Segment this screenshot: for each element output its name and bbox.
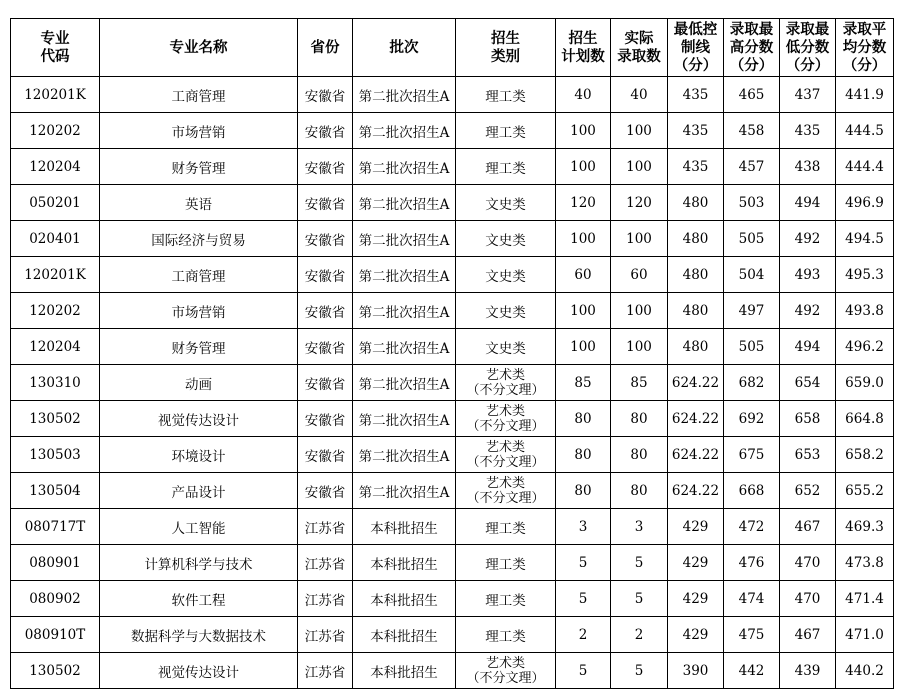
cell-major-name: 动画 [100, 365, 298, 401]
header-province [298, 19, 353, 77]
cell-batch: 第二批次招生A [353, 329, 456, 365]
header-text-line: 低分数 [785, 39, 830, 56]
header-text-line: 批次 [389, 39, 419, 56]
cell-max-score: 465 [724, 77, 780, 113]
cell-avg-score: 496.2 [836, 329, 894, 365]
cell-major-name: 软件工程 [100, 581, 298, 617]
cell-min-score: 493 [780, 257, 836, 293]
cell-major-name: 计算机科学与技术 [100, 545, 298, 581]
header-text-line: 录取平 [842, 21, 887, 38]
cell-batch: 本科批招生 [353, 617, 456, 653]
header-min-score [780, 19, 836, 77]
cell-batch: 本科批招生 [353, 509, 456, 545]
cell-max-score: 505 [724, 221, 780, 257]
cell-category [456, 221, 556, 257]
cell-batch: 本科批招生 [353, 581, 456, 617]
cell-min-score: 439 [780, 653, 836, 689]
cell-batch: 本科批招生 [353, 545, 456, 581]
header-category [456, 19, 556, 77]
cell-min-control-line: 480 [668, 329, 724, 365]
cell-major-code: 120201K [11, 257, 100, 293]
cell-max-score: 668 [724, 473, 780, 509]
header-text-line: 实际 [624, 30, 654, 47]
header-text-line: （分） [729, 57, 774, 74]
cell-batch: 第二批次招生A [353, 113, 456, 149]
admission-scores-table [10, 18, 894, 689]
cell-min-control-line: 435 [668, 77, 724, 113]
cell-province: 安徽省 [298, 437, 353, 473]
cell-avg-score: 440.2 [836, 653, 894, 689]
cell-major-name: 市场营销 [100, 113, 298, 149]
cell-min-control-line: 480 [668, 221, 724, 257]
cell-province: 安徽省 [298, 365, 353, 401]
cell-max-score: 442 [724, 653, 780, 689]
cell-plan-count: 100 [556, 149, 611, 185]
cell-avg-score: 494.5 [836, 221, 894, 257]
header-major-name [100, 19, 298, 77]
cell-category [456, 257, 556, 293]
cell-category [456, 437, 556, 473]
cell-major-code: 130504 [11, 473, 100, 509]
cell-major-name: 国际经济与贸易 [100, 221, 298, 257]
cell-text-line: 理工类 [485, 160, 526, 177]
header-text-line: （分） [842, 57, 887, 74]
cell-major-code: 080901 [11, 545, 100, 581]
cell-category [456, 545, 556, 581]
cell-text-line: （不分文理） [466, 490, 545, 506]
cell-major-name: 数据科学与大数据技术 [100, 617, 298, 653]
cell-major-name: 视觉传达设计 [100, 401, 298, 437]
cell-text-line: 理工类 [485, 124, 526, 141]
header-text-line: 招生 [568, 30, 598, 47]
table-row [11, 329, 894, 365]
cell-min-score: 437 [780, 77, 836, 113]
table-row [11, 149, 894, 185]
table-row [11, 77, 894, 113]
cell-text-line: 理工类 [485, 88, 526, 105]
cell-major-code: 050201 [11, 185, 100, 221]
cell-avg-score: 444.4 [836, 149, 894, 185]
cell-province: 江苏省 [298, 545, 353, 581]
cell-text-line: （不分文理） [466, 670, 545, 686]
cell-province: 江苏省 [298, 617, 353, 653]
cell-province: 江苏省 [298, 581, 353, 617]
cell-min-control-line: 429 [668, 509, 724, 545]
cell-min-score: 494 [780, 329, 836, 365]
cell-category [456, 293, 556, 329]
cell-category [456, 401, 556, 437]
cell-category [456, 77, 556, 113]
cell-major-code: 120202 [11, 293, 100, 329]
cell-min-control-line: 429 [668, 545, 724, 581]
cell-admitted-count: 40 [611, 77, 668, 113]
cell-province: 安徽省 [298, 401, 353, 437]
cell-batch: 本科批招生 [353, 653, 456, 689]
cell-admitted-count: 100 [611, 293, 668, 329]
header-text-line: 招生 [491, 30, 520, 47]
cell-admitted-count: 100 [611, 221, 668, 257]
cell-max-score: 505 [724, 329, 780, 365]
cell-major-name: 环境设计 [100, 437, 298, 473]
cell-text-line: （不分文理） [466, 454, 545, 470]
cell-min-score: 467 [780, 617, 836, 653]
cell-max-score: 476 [724, 545, 780, 581]
cell-admitted-count: 100 [611, 329, 668, 365]
header-text-line: 计划数 [561, 48, 605, 65]
cell-admitted-count: 80 [611, 437, 668, 473]
cell-major-code: 080902 [11, 581, 100, 617]
cell-plan-count: 40 [556, 77, 611, 113]
cell-admitted-count: 120 [611, 185, 668, 221]
header-batch [353, 19, 456, 77]
cell-min-control-line: 390 [668, 653, 724, 689]
cell-avg-score: 664.8 [836, 401, 894, 437]
cell-text-line: 艺术类 [485, 439, 525, 455]
cell-admitted-count: 80 [611, 401, 668, 437]
cell-min-score: 653 [780, 437, 836, 473]
cell-min-score: 494 [780, 185, 836, 221]
cell-max-score: 503 [724, 185, 780, 221]
cell-min-control-line: 624.22 [668, 401, 724, 437]
cell-avg-score: 473.8 [836, 545, 894, 581]
cell-min-control-line: 480 [668, 185, 724, 221]
cell-min-score: 470 [780, 581, 836, 617]
cell-avg-score: 469.3 [836, 509, 894, 545]
cell-admitted-count: 5 [611, 653, 668, 689]
cell-major-name: 工商管理 [100, 77, 298, 113]
cell-plan-count: 80 [556, 437, 611, 473]
cell-max-score: 504 [724, 257, 780, 293]
cell-province: 安徽省 [298, 77, 353, 113]
cell-min-score: 467 [780, 509, 836, 545]
cell-text-line: 文史类 [485, 268, 526, 285]
cell-plan-count: 100 [556, 293, 611, 329]
cell-max-score: 472 [724, 509, 780, 545]
cell-province: 江苏省 [298, 653, 353, 689]
table-header-row [11, 19, 894, 77]
cell-text-line: 文史类 [485, 340, 526, 357]
cell-category [456, 113, 556, 149]
cell-province: 安徽省 [298, 329, 353, 365]
table-row [11, 185, 894, 221]
header-text-line: 类别 [491, 48, 520, 65]
cell-major-name: 工商管理 [100, 257, 298, 293]
cell-text-line: 艺术类 [485, 655, 525, 671]
cell-text-line: 艺术类 [485, 475, 525, 491]
cell-major-code: 130502 [11, 653, 100, 689]
cell-avg-score: 655.2 [836, 473, 894, 509]
cell-plan-count: 80 [556, 473, 611, 509]
header-text-line: 制线 [681, 39, 710, 56]
cell-max-score: 692 [724, 401, 780, 437]
header-plan-count [556, 19, 611, 77]
cell-major-name: 视觉传达设计 [100, 653, 298, 689]
cell-batch: 第二批次招生A [353, 221, 456, 257]
cell-category [456, 329, 556, 365]
cell-province: 安徽省 [298, 221, 353, 257]
cell-avg-score: 471.4 [836, 581, 894, 617]
cell-min-score: 492 [780, 221, 836, 257]
table-row [11, 581, 894, 617]
cell-admitted-count: 85 [611, 365, 668, 401]
cell-text-line: 理工类 [485, 592, 526, 609]
cell-major-code: 120204 [11, 149, 100, 185]
cell-major-code: 080717T [11, 509, 100, 545]
cell-admitted-count: 60 [611, 257, 668, 293]
cell-min-score: 658 [780, 401, 836, 437]
cell-major-code: 130502 [11, 401, 100, 437]
cell-plan-count: 5 [556, 581, 611, 617]
cell-plan-count: 60 [556, 257, 611, 293]
cell-min-score: 435 [780, 113, 836, 149]
header-text-line: 省份 [310, 39, 340, 56]
cell-avg-score: 471.0 [836, 617, 894, 653]
cell-category [456, 365, 556, 401]
table-row [11, 437, 894, 473]
cell-plan-count: 5 [556, 545, 611, 581]
cell-major-name: 市场营销 [100, 293, 298, 329]
cell-min-control-line: 429 [668, 581, 724, 617]
cell-batch: 第二批次招生A [353, 437, 456, 473]
cell-min-score: 652 [780, 473, 836, 509]
cell-text-line: 艺术类 [485, 367, 525, 383]
cell-category [456, 185, 556, 221]
cell-plan-count: 3 [556, 509, 611, 545]
cell-major-code: 080910T [11, 617, 100, 653]
header-min-control-line [668, 19, 724, 77]
cell-max-score: 457 [724, 149, 780, 185]
cell-min-score: 438 [780, 149, 836, 185]
cell-category [456, 653, 556, 689]
cell-max-score: 474 [724, 581, 780, 617]
cell-avg-score: 493.8 [836, 293, 894, 329]
table-row [11, 617, 894, 653]
cell-min-control-line: 624.22 [668, 437, 724, 473]
cell-avg-score: 441.9 [836, 77, 894, 113]
cell-batch: 第二批次招生A [353, 293, 456, 329]
cell-min-control-line: 429 [668, 617, 724, 653]
cell-batch: 第二批次招生A [353, 77, 456, 113]
cell-text-line: 文史类 [485, 232, 526, 249]
cell-batch: 第二批次招生A [353, 257, 456, 293]
cell-major-name: 人工智能 [100, 509, 298, 545]
cell-avg-score: 496.9 [836, 185, 894, 221]
table-row [11, 653, 894, 689]
header-text-line: 专业名称 [169, 39, 228, 56]
cell-text-line: （不分文理） [466, 418, 545, 434]
cell-min-control-line: 435 [668, 149, 724, 185]
cell-province: 安徽省 [298, 113, 353, 149]
table-row [11, 509, 894, 545]
cell-batch: 第二批次招生A [353, 401, 456, 437]
header-text-line: 最低控 [673, 21, 718, 38]
cell-admitted-count: 100 [611, 113, 668, 149]
cell-province: 江苏省 [298, 509, 353, 545]
cell-text-line: 艺术类 [485, 403, 525, 419]
cell-min-control-line: 624.22 [668, 473, 724, 509]
cell-min-score: 654 [780, 365, 836, 401]
cell-min-control-line: 480 [668, 257, 724, 293]
cell-avg-score: 659.0 [836, 365, 894, 401]
header-text-line: 专业 [40, 30, 70, 47]
cell-major-code: 020401 [11, 221, 100, 257]
cell-batch: 第二批次招生A [353, 149, 456, 185]
cell-category [456, 149, 556, 185]
table-row [11, 257, 894, 293]
cell-admitted-count: 100 [611, 149, 668, 185]
header-max-score [724, 19, 780, 77]
header-text-line: 高分数 [729, 39, 774, 56]
cell-admitted-count: 80 [611, 473, 668, 509]
cell-admitted-count: 5 [611, 545, 668, 581]
cell-province: 安徽省 [298, 149, 353, 185]
header-text-line: （分） [673, 57, 718, 74]
cell-max-score: 458 [724, 113, 780, 149]
header-text-line: 录取数 [617, 48, 661, 65]
cell-avg-score: 495.3 [836, 257, 894, 293]
table-row [11, 545, 894, 581]
cell-major-code: 130310 [11, 365, 100, 401]
cell-category [456, 581, 556, 617]
cell-admitted-count: 5 [611, 581, 668, 617]
table-row [11, 293, 894, 329]
cell-category [456, 509, 556, 545]
cell-admitted-count: 2 [611, 617, 668, 653]
cell-province: 安徽省 [298, 473, 353, 509]
cell-min-control-line: 435 [668, 113, 724, 149]
cell-major-name: 产品设计 [100, 473, 298, 509]
cell-text-line: 文史类 [485, 196, 526, 213]
table-row [11, 365, 894, 401]
header-admitted-count [611, 19, 668, 77]
table-row [11, 473, 894, 509]
cell-plan-count: 80 [556, 401, 611, 437]
cell-plan-count: 85 [556, 365, 611, 401]
header-text-line: 代码 [40, 48, 70, 65]
header-major-code [11, 19, 100, 77]
cell-max-score: 675 [724, 437, 780, 473]
cell-major-name: 英语 [100, 185, 298, 221]
cell-min-control-line: 480 [668, 293, 724, 329]
cell-max-score: 475 [724, 617, 780, 653]
cell-text-line: 文史类 [485, 304, 526, 321]
header-text-line: 均分数 [842, 39, 887, 56]
cell-min-score: 492 [780, 293, 836, 329]
header-text-line: （分） [785, 57, 830, 74]
cell-major-name: 财务管理 [100, 329, 298, 365]
cell-min-score: 470 [780, 545, 836, 581]
cell-category [456, 473, 556, 509]
cell-major-code: 120202 [11, 113, 100, 149]
cell-min-control-line: 624.22 [668, 365, 724, 401]
table-body [11, 77, 894, 689]
cell-admitted-count: 3 [611, 509, 668, 545]
cell-text-line: 理工类 [485, 556, 526, 573]
header-text-line: 录取最 [729, 21, 774, 38]
cell-plan-count: 120 [556, 185, 611, 221]
cell-avg-score: 444.5 [836, 113, 894, 149]
cell-category [456, 617, 556, 653]
table-row [11, 401, 894, 437]
cell-major-code: 120204 [11, 329, 100, 365]
cell-province: 安徽省 [298, 185, 353, 221]
cell-plan-count: 2 [556, 617, 611, 653]
cell-text-line: 理工类 [485, 628, 526, 645]
cell-plan-count: 5 [556, 653, 611, 689]
cell-batch: 第二批次招生A [353, 365, 456, 401]
cell-max-score: 682 [724, 365, 780, 401]
cell-batch: 第二批次招生A [353, 185, 456, 221]
header-avg-score [836, 19, 894, 77]
cell-plan-count: 100 [556, 329, 611, 365]
cell-avg-score: 658.2 [836, 437, 894, 473]
table-row [11, 113, 894, 149]
cell-province: 安徽省 [298, 257, 353, 293]
cell-text-line: 理工类 [485, 520, 526, 537]
header-text-line: 录取最 [785, 21, 830, 38]
cell-major-code: 130503 [11, 437, 100, 473]
table-row [11, 221, 894, 257]
cell-text-line: （不分文理） [466, 382, 545, 398]
cell-province: 安徽省 [298, 293, 353, 329]
cell-major-code: 120201K [11, 77, 100, 113]
cell-max-score: 497 [724, 293, 780, 329]
cell-plan-count: 100 [556, 221, 611, 257]
cell-plan-count: 100 [556, 113, 611, 149]
cell-batch: 第二批次招生A [353, 473, 456, 509]
cell-major-name: 财务管理 [100, 149, 298, 185]
